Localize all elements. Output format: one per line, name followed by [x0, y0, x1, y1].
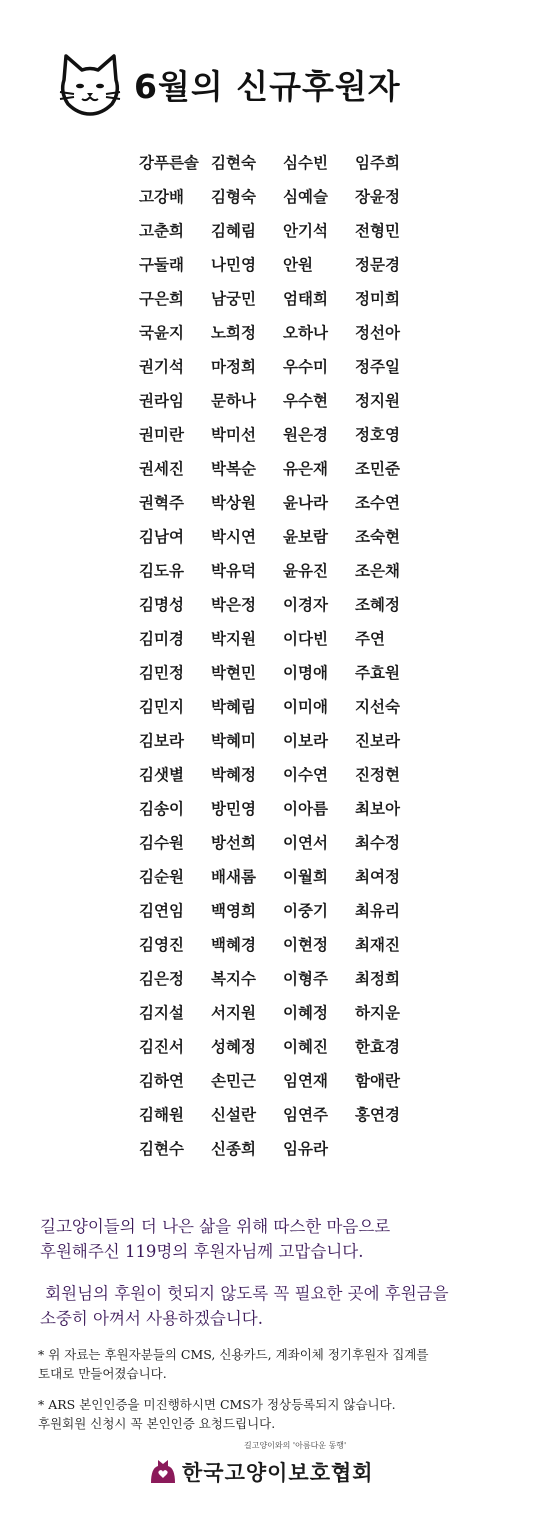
donor-row — [139, 927, 439, 961]
donor-name: 권세진 — [139, 460, 184, 478]
donor-name: 구둘래 — [139, 256, 184, 274]
donor-name: 김송이 — [139, 800, 184, 818]
donor-name: 이중기 — [283, 902, 328, 920]
donor-name: 권혁주 — [139, 494, 184, 512]
donor-row — [139, 213, 439, 247]
donor-row — [139, 553, 439, 587]
donor-name: 노희정 — [211, 324, 256, 342]
donor-name: 백혜경 — [211, 936, 256, 954]
donor-name: 이현정 — [283, 936, 328, 954]
donor-name: 김순원 — [139, 868, 184, 886]
donor-row — [139, 485, 439, 519]
donor-name: 조숙현 — [355, 528, 400, 546]
donor-name: 주효원 — [355, 664, 400, 682]
donor-name: 김명성 — [139, 596, 184, 614]
donor-name: 이아름 — [283, 800, 328, 818]
thanks-line: 후원해주신 119명의 후원자님께 고맙습니다. — [40, 1242, 364, 1261]
donor-row — [139, 417, 439, 451]
donor-name: 남궁민 — [211, 290, 256, 308]
donor-name: 박현민 — [211, 664, 256, 682]
donor-name: 김하연 — [139, 1072, 184, 1090]
donor-name: 한효경 — [355, 1038, 400, 1056]
donor-name: 성혜정 — [211, 1038, 256, 1056]
donor-name: 진정현 — [355, 766, 400, 784]
donor-name: 임주희 — [355, 154, 400, 172]
donor-name: 박혜정 — [211, 766, 256, 784]
donor-name: 정미희 — [355, 290, 400, 308]
cat-face-icon — [56, 50, 124, 118]
donor-name: 이명애 — [283, 664, 328, 682]
donor-name: 오하나 — [283, 324, 328, 342]
cat-logo-icon — [148, 1456, 178, 1486]
donor-name: 이미애 — [283, 698, 328, 716]
donor-row — [139, 893, 439, 927]
donor-name: 이보라 — [283, 732, 328, 750]
donor-name: 김현숙 — [211, 154, 256, 172]
donor-row — [139, 723, 439, 757]
donor-row — [139, 961, 439, 995]
donor-name: 김민정 — [139, 664, 184, 682]
donor-name: 최재진 — [355, 936, 400, 954]
donor-name: 지선숙 — [355, 698, 400, 716]
donor-row — [139, 859, 439, 893]
donor-name: 강푸른솔 — [139, 154, 199, 172]
donor-name: 박상원 — [211, 494, 256, 512]
donor-row — [139, 281, 439, 315]
donor-name: 윤보람 — [283, 528, 328, 546]
donor-row — [139, 1063, 439, 1097]
donor-row — [139, 349, 439, 383]
donor-name: 윤유진 — [283, 562, 328, 580]
donor-row — [139, 621, 439, 655]
donor-name: 김미경 — [139, 630, 184, 648]
donor-name: 최수정 — [355, 834, 400, 852]
donor-name: 방민영 — [211, 800, 256, 818]
donor-name: 원은경 — [283, 426, 328, 444]
donor-name: 김지설 — [139, 1004, 184, 1022]
donor-name: 권기석 — [139, 358, 184, 376]
donor-name: 안기석 — [283, 222, 328, 240]
donor-name: 박시연 — [211, 528, 256, 546]
donor-name: 정선아 — [355, 324, 400, 342]
donor-name: 유은재 — [283, 460, 328, 478]
thanks-line: 길고양이들의 더 나은 삶을 위해 따스한 마음으로 — [40, 1217, 391, 1236]
donor-name: 이혜정 — [283, 1004, 328, 1022]
thanks-message — [40, 1214, 510, 1264]
donor-name: 방선희 — [211, 834, 256, 852]
pledge-line: 회원님의 후원이 헛되지 않도록 꼭 필요한 곳에 후원금을 — [40, 1284, 449, 1303]
donor-name: 고춘희 — [139, 222, 184, 240]
donor-name: 임연주 — [283, 1106, 328, 1124]
donor-name: 최여정 — [355, 868, 400, 886]
donor-name: 김보라 — [139, 732, 184, 750]
donor-name: 윤나라 — [283, 494, 328, 512]
donor-name: 우수미 — [283, 358, 328, 376]
donor-name: 김수원 — [139, 834, 184, 852]
donor-name: 박은정 — [211, 596, 256, 614]
donor-row — [139, 995, 439, 1029]
page-header — [56, 48, 401, 120]
donor-name: 신설란 — [211, 1106, 256, 1124]
org-tagline: 길고양이와의 '아름다운 동행' — [244, 1441, 347, 1450]
donor-name: 박혜림 — [211, 698, 256, 716]
donor-row — [139, 519, 439, 553]
donor-name: 백영희 — [211, 902, 256, 920]
donor-name: 하지운 — [355, 1004, 400, 1022]
note-line: 토대로 만들어졌습니다. — [38, 1366, 167, 1381]
donor-name: 홍연경 — [355, 1106, 400, 1124]
donor-name: 나민영 — [211, 256, 256, 274]
donor-row — [139, 383, 439, 417]
donor-name: 최정희 — [355, 970, 400, 988]
donor-name: 최유리 — [355, 902, 400, 920]
donor-name: 이경자 — [283, 596, 328, 614]
donor-name: 김해원 — [139, 1106, 184, 1124]
donor-row — [139, 689, 439, 723]
donor-name: 고강배 — [139, 188, 184, 206]
donor-name: 정문경 — [355, 256, 400, 274]
donor-row — [139, 655, 439, 689]
donor-name: 박지원 — [211, 630, 256, 648]
note-line: 후원회원 신청시 꼭 본인인증 요청드립니다. — [38, 1416, 276, 1431]
donor-name: 구은희 — [139, 290, 184, 308]
donor-row — [139, 179, 439, 213]
donor-row — [139, 145, 439, 179]
donor-name: 김영진 — [139, 936, 184, 954]
page-title: 6월의 신규후원자 — [134, 66, 401, 106]
donor-name: 서지원 — [211, 1004, 256, 1022]
donor-name: 김현수 — [139, 1140, 184, 1158]
donor-name: 이혜진 — [283, 1038, 328, 1056]
note-line: * 위 자료는 후원자분들의 CMS, 신용카드, 계좌이체 정기후원자 집계를 — [38, 1347, 429, 1362]
donor-row — [139, 1131, 439, 1165]
donor-name: 신종희 — [211, 1140, 256, 1158]
donor-row — [139, 825, 439, 859]
organization-footer — [148, 1440, 398, 1500]
donor-name: 임유라 — [283, 1140, 328, 1158]
donor-name: 국윤지 — [139, 324, 184, 342]
donor-name: 조수연 — [355, 494, 400, 512]
donor-name: 이수연 — [283, 766, 328, 784]
donor-name-grid — [139, 145, 439, 1165]
data-source-note — [38, 1345, 508, 1383]
donor-name: 복지수 — [211, 970, 256, 988]
donor-name: 정주일 — [355, 358, 400, 376]
donor-name: 심수빈 — [283, 154, 328, 172]
donor-name: 박유덕 — [211, 562, 256, 580]
donor-name: 엄태희 — [283, 290, 328, 308]
org-name: 한국고양이보호협회 — [182, 1461, 374, 1485]
donor-name: 이다빈 — [283, 630, 328, 648]
donor-row — [139, 247, 439, 281]
pledge-message — [40, 1281, 510, 1331]
donor-name: 김샛별 — [139, 766, 184, 784]
donor-name: 함애란 — [355, 1072, 400, 1090]
donor-name: 박복순 — [211, 460, 256, 478]
ars-auth-note — [38, 1395, 508, 1433]
donor-name: 김형숙 — [211, 188, 256, 206]
donor-name: 심예슬 — [283, 188, 328, 206]
donor-name: 김은정 — [139, 970, 184, 988]
donor-name: 권라임 — [139, 392, 184, 410]
donor-name: 조은채 — [355, 562, 400, 580]
donor-name: 박미선 — [211, 426, 256, 444]
donor-name: 김진서 — [139, 1038, 184, 1056]
donor-name: 임연재 — [283, 1072, 328, 1090]
donor-name: 문하나 — [211, 392, 256, 410]
note-line: * ARS 본인인증을 미진행하시면 CMS가 정상등록되지 않습니다. — [38, 1397, 396, 1412]
donor-row — [139, 451, 439, 485]
donor-name: 이연서 — [283, 834, 328, 852]
donor-name: 김남여 — [139, 528, 184, 546]
donor-row — [139, 1029, 439, 1063]
donor-name: 전형민 — [355, 222, 400, 240]
donor-name: 마정희 — [211, 358, 256, 376]
donor-name: 장윤정 — [355, 188, 400, 206]
donor-name: 이월희 — [283, 868, 328, 886]
donor-name: 안원 — [283, 256, 313, 274]
donor-name: 주연 — [355, 630, 385, 648]
donor-name: 우수현 — [283, 392, 328, 410]
donor-name: 최보아 — [355, 800, 400, 818]
donor-name: 이형주 — [283, 970, 328, 988]
donor-row — [139, 757, 439, 791]
donor-name: 김혜림 — [211, 222, 256, 240]
donor-name: 김민지 — [139, 698, 184, 716]
donor-name: 김도유 — [139, 562, 184, 580]
donor-name: 조민준 — [355, 460, 400, 478]
donor-name: 정호영 — [355, 426, 400, 444]
donor-name: 진보라 — [355, 732, 400, 750]
donor-name: 권미란 — [139, 426, 184, 444]
pledge-line: 소중히 아껴서 사용하겠습니다. — [40, 1309, 263, 1328]
donor-row — [139, 315, 439, 349]
donor-name: 정지원 — [355, 392, 400, 410]
donor-name: 손민근 — [211, 1072, 256, 1090]
donor-name: 조혜정 — [355, 596, 400, 614]
donor-name: 배새롬 — [211, 868, 256, 886]
donor-name: 김연임 — [139, 902, 184, 920]
donor-row — [139, 1097, 439, 1131]
donor-row — [139, 587, 439, 621]
donor-row — [139, 791, 439, 825]
donor-name: 박혜미 — [211, 732, 256, 750]
